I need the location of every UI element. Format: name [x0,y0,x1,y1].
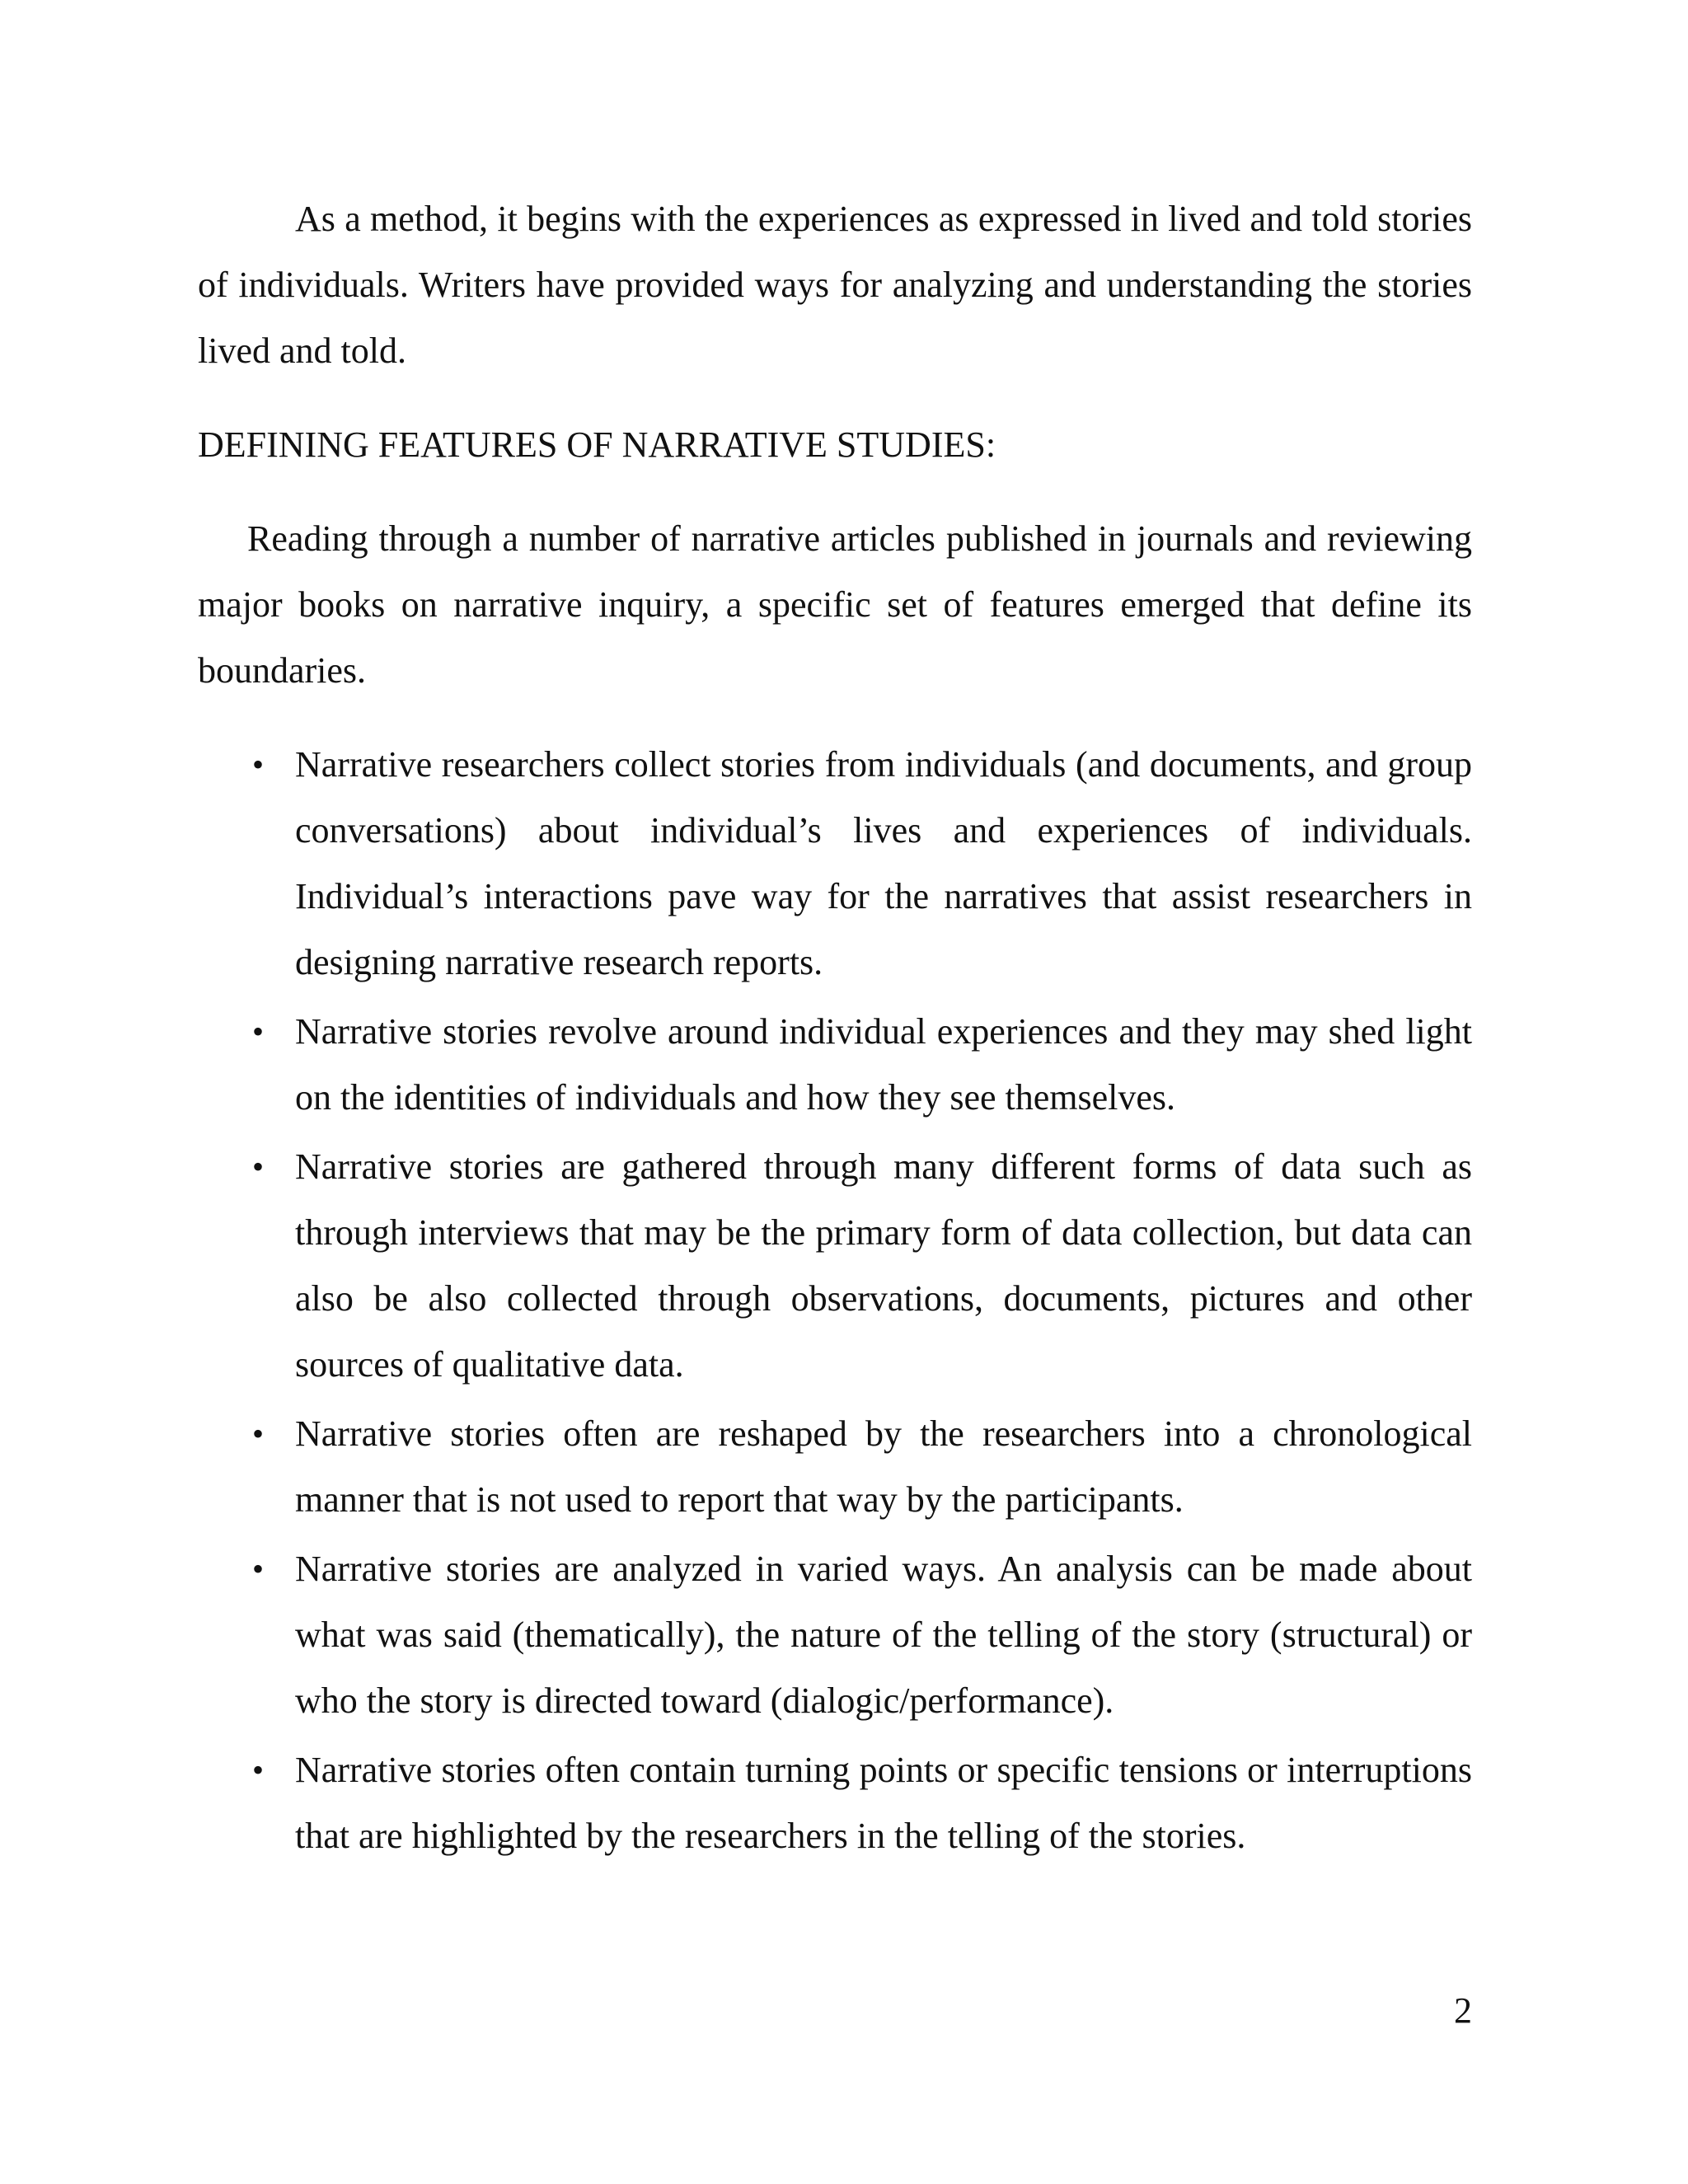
page-number: 2 [1454,1990,1472,2031]
bullet-icon: • [251,746,264,783]
list-item [251,999,1472,1131]
page-content [198,186,1472,1872]
list-item [251,732,1472,996]
list-item-text: Narrative researchers collect stories from individuals (and documents, and group conversations) about individual’s lives and experiences of individuals. Individual’s interactions pave way for the narratives that assist researchers in designing narrative research reports. [295,744,1472,982]
list-item [251,1134,1472,1398]
intro-paragraph: As a method, it begins with the experiences as expressed in lived and told stories of individuals. Writers have provided ways for analyzing and understanding the stories lived and told. [198,199,1472,371]
list-item [251,1401,1472,1533]
list-item-text: Narrative stories often are reshaped by the researchers into a chronological manner that is not used to report that way by the participants. [295,1413,1472,1520]
list-item-text: Narrative stories often contain turning points or specific tensions or interruptions that are highlighted by the researchers in the telling of the stories. [295,1750,1472,1856]
features-list [198,732,1472,1869]
list-item-text: Narrative stories are gathered through many different forms of data such as through interviews that may be the primary form of data collection, but data can also be also collected through observations, documents, pictures and other sources of qualitative data. [295,1146,1472,1385]
list-item-text: Narrative stories revolve around individual experiences and they may shed light on the identities of individuals and how they see themselves. [295,1011,1472,1118]
list-item [251,1737,1472,1869]
list-item-text: Narrative stories are analyzed in varied ways. An analysis can be made about what was said (thematically), the nature of the telling of the story (structural) or who the story is directed toward (dialogic/performance). [295,1549,1472,1721]
bullet-icon: • [251,1013,264,1050]
bullet-icon: • [251,1550,264,1587]
list-item [251,1536,1472,1734]
section-heading: DEFINING FEATURES OF NARRATIVE STUDIES: [198,424,996,465]
features-intro-paragraph: Reading through a number of narrative articles published in journals and reviewing major books on narrative inquiry, a specific set of features emerged that define its boundaries. [198,518,1472,691]
bullet-icon: • [251,1148,264,1185]
bullet-icon: • [251,1415,264,1452]
bullet-icon: • [251,1751,264,1788]
